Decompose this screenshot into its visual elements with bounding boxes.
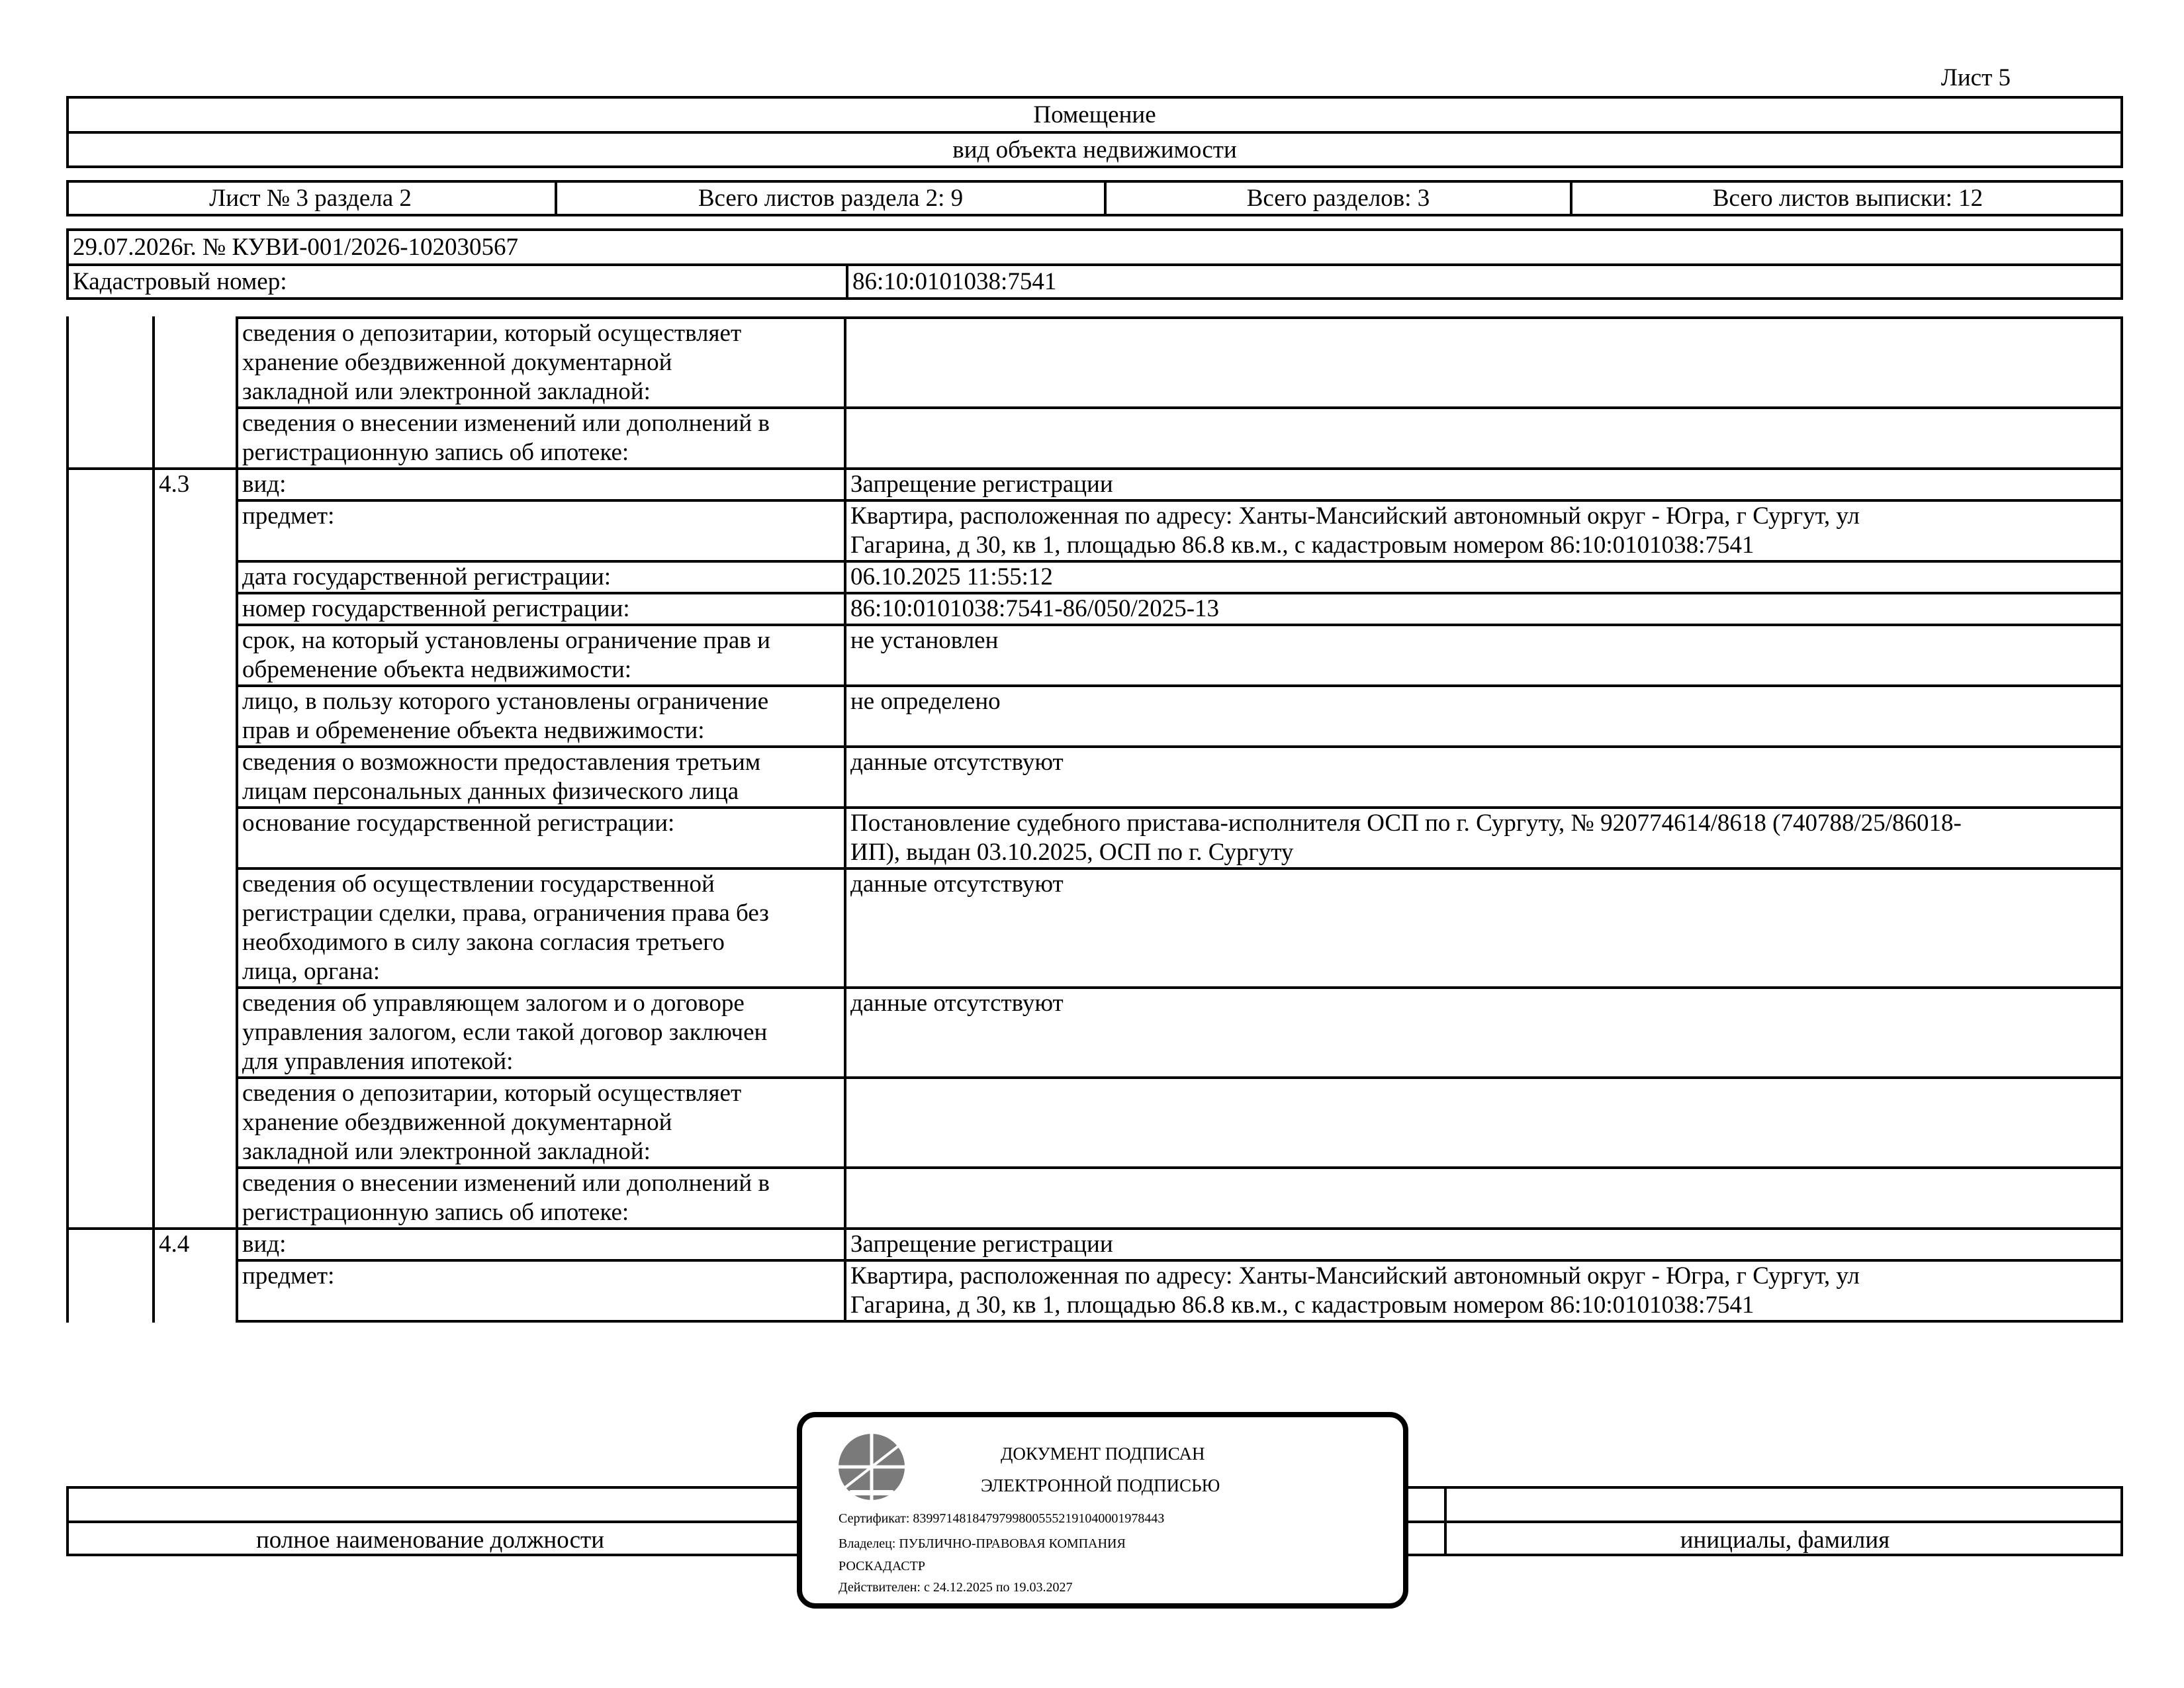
row-spacer-cell bbox=[68, 1229, 154, 1260]
row-label-cell: вид: bbox=[237, 1229, 845, 1260]
table-number-rule bbox=[152, 316, 155, 1323]
row-value-cell bbox=[845, 408, 2122, 469]
row-label-cell: сведения об осуществлении государственной регистрации сделки, права, ограничения права без необходимого в силу закона согласия третьего лица, органа: bbox=[237, 868, 845, 988]
table-row bbox=[68, 625, 2122, 686]
position-caption: полное наименование должности bbox=[255, 1526, 605, 1554]
total-sheets-section: Всего листов раздела 2: 9 bbox=[698, 185, 964, 212]
stamp-certificate: Сертификат: 8399714818479799800555219104000197844З bbox=[839, 1511, 1165, 1526]
row-spacer-cell bbox=[68, 318, 154, 408]
cadastral-divider bbox=[846, 263, 848, 300]
row-value-cell: 86:10:0101038:7541-86/050/2025-13 bbox=[845, 593, 2122, 625]
row-number-cell bbox=[154, 593, 237, 625]
row-number-cell bbox=[154, 747, 237, 808]
row-label-cell: основание государственной регистрации: bbox=[237, 808, 845, 868]
row-spacer-cell bbox=[68, 747, 154, 808]
row-value-cell: Постановление судебного пристава-исполнителя ОСП по г. Сургуту, № 920774614/8618 (740788/25/86018- ИП), выдан 03.10.2025, ОСП по г. Сургуту bbox=[845, 808, 2122, 868]
row-spacer-cell bbox=[68, 686, 154, 747]
row-label-cell: сведения о депозитарии, который осуществляет хранение обездвиженной документарной закладной или электронной закладной: bbox=[237, 1078, 845, 1168]
row-spacer-cell bbox=[68, 561, 154, 593]
sheet-of-section: Лист № 3 раздела 2 bbox=[209, 185, 412, 212]
name-caption: инициалы, фамилия bbox=[1680, 1526, 1890, 1554]
row-value-cell: Запрещение регистрации bbox=[845, 469, 2122, 500]
object-type-divider bbox=[66, 131, 2123, 134]
row-number-cell bbox=[154, 808, 237, 868]
table-row bbox=[68, 593, 2122, 625]
table-row bbox=[68, 408, 2122, 469]
row-value-cell: Квартира, расположенная по адресу: Ханты-Мансийский автономный округ - Югра, г Сургут, ул Гагарина, д 30, кв 1, площадью 86.8 кв.м., с кадастровым номером 86:10:0101038:7541 bbox=[845, 1260, 2122, 1321]
row-value-cell: 06.10.2025 11:55:12 bbox=[845, 561, 2122, 593]
table-row bbox=[68, 561, 2122, 593]
row-label-cell: сведения о депозитарии, который осуществляет хранение обездвиженной документарной закладной или электронной закладной: bbox=[237, 318, 845, 408]
table-row bbox=[68, 686, 2122, 747]
row-number-cell: 4.3 bbox=[154, 469, 237, 500]
row-label-cell: номер государственной регистрации: bbox=[237, 593, 845, 625]
row-label-cell: сведения об управляющем залогом и о договоре управления залогом, если такой договор заключен для управления ипотекой: bbox=[237, 988, 845, 1078]
row-number-cell bbox=[154, 500, 237, 561]
object-type: Помещение bbox=[1033, 101, 1156, 128]
row-spacer-cell bbox=[68, 988, 154, 1078]
row-spacer-cell bbox=[68, 500, 154, 561]
table-left-rule bbox=[66, 316, 69, 1323]
total-sections: Всего разделов: 3 bbox=[1246, 185, 1430, 212]
row-number-cell bbox=[154, 561, 237, 593]
row-spacer-cell bbox=[68, 808, 154, 868]
row-number-cell bbox=[154, 1260, 237, 1321]
row-spacer-cell bbox=[68, 1168, 154, 1229]
row-value-cell bbox=[845, 318, 2122, 408]
cadastral-value: 86:10:0101038:7541 bbox=[852, 268, 1057, 295]
table-row bbox=[68, 868, 2122, 988]
row-number-cell bbox=[154, 625, 237, 686]
row-value-cell bbox=[845, 1168, 2122, 1229]
row-value-cell bbox=[845, 1078, 2122, 1168]
row-number-cell bbox=[154, 686, 237, 747]
row-value-cell: данные отсутствуют bbox=[845, 868, 2122, 988]
row-number-cell bbox=[154, 988, 237, 1078]
row-value-cell: не определено bbox=[845, 686, 2122, 747]
e-signature-stamp bbox=[797, 1412, 1408, 1609]
encumbrance-table bbox=[66, 316, 2123, 1323]
stamp-owner-line1: Владелец: ПУБЛИЧНО-ПРАВОВАЯ КОМПАНИЯ bbox=[839, 1536, 1126, 1551]
row-label-cell: дата государственной регистрации: bbox=[237, 561, 845, 593]
row-label-cell: срок, на который установлены ограничение прав и обременение объекта недвижимости: bbox=[237, 625, 845, 686]
table-row bbox=[68, 1078, 2122, 1168]
row-number-cell bbox=[154, 1078, 237, 1168]
table-row bbox=[68, 1260, 2122, 1321]
extract-info-divider bbox=[66, 263, 2123, 266]
row-label-cell: лицо, в пользу которого установлены ограничение прав и обременение объекта недвижимости: bbox=[237, 686, 845, 747]
row-value-cell: Запрещение регистрации bbox=[845, 1229, 2122, 1260]
sheet-label: Лист 5 bbox=[1940, 64, 2011, 91]
row-label-cell: предмет: bbox=[237, 1260, 845, 1321]
table-row bbox=[68, 808, 2122, 868]
table-row bbox=[68, 500, 2122, 561]
row-number-cell bbox=[154, 408, 237, 469]
row-value-cell: данные отсутствуют bbox=[845, 747, 2122, 808]
row-value-cell: не установлен bbox=[845, 625, 2122, 686]
row-value-cell: Квартира, расположенная по адресу: Ханты-Мансийский автономный округ - Югра, г Сургут, ул Гагарина, д 30, кв 1, площадью 86.8 кв.м., с кадастровым номером 86:10:0101038:7541 bbox=[845, 500, 2122, 561]
stamp-line2: ЭЛЕКТРОННОЙ ПОДПИСЬЮ bbox=[981, 1476, 1220, 1495]
row-spacer-cell bbox=[68, 1078, 154, 1168]
stamp-owner-line2: РОСКАДАСТР bbox=[839, 1559, 925, 1573]
table-row bbox=[68, 318, 2122, 408]
table-row bbox=[68, 747, 2122, 808]
row-label-cell: сведения о возможности предоставления третьим лицам персональных данных физического лица bbox=[237, 747, 845, 808]
row-number-cell bbox=[154, 318, 237, 408]
stamp-line1: ДОКУМЕНТ ПОДПИСАН bbox=[1001, 1444, 1205, 1464]
object-type-caption: вид объекта недвижимости bbox=[952, 136, 1237, 164]
row-spacer-cell bbox=[68, 1260, 154, 1321]
table-row bbox=[68, 1229, 2122, 1260]
row-spacer-cell bbox=[68, 408, 154, 469]
row-number-cell bbox=[154, 868, 237, 988]
row-spacer-cell bbox=[68, 625, 154, 686]
row-spacer-cell bbox=[68, 469, 154, 500]
row-number-cell: 4.4 bbox=[154, 1229, 237, 1260]
row-spacer-cell bbox=[68, 593, 154, 625]
roskadastr-logo-icon bbox=[835, 1430, 908, 1503]
cadastral-label: Кадастровый номер: bbox=[73, 268, 287, 295]
table-row bbox=[68, 1168, 2122, 1229]
total-sheets-extract: Всего листов выписки: 12 bbox=[1712, 185, 1983, 212]
row-spacer-cell bbox=[68, 868, 154, 988]
stamp-validity: Действителен: с 24.12.2025 по 19.03.2027 bbox=[839, 1580, 1073, 1595]
row-value-cell: данные отсутствуют bbox=[845, 988, 2122, 1078]
row-label-cell: предмет: bbox=[237, 500, 845, 561]
row-label-cell: сведения о внесении изменений или дополнений в регистрационную запись об ипотеке: bbox=[237, 408, 845, 469]
row-label-cell: сведения о внесении изменений или дополнений в регистрационную запись об ипотеке: bbox=[237, 1168, 845, 1229]
extract-date-number: 29.07.2026г. № КУВИ-001/2026-102030567 bbox=[73, 234, 519, 261]
row-number-cell bbox=[154, 1168, 237, 1229]
row-label-cell: вид: bbox=[237, 469, 845, 500]
table-row bbox=[68, 988, 2122, 1078]
table-row bbox=[68, 469, 2122, 500]
